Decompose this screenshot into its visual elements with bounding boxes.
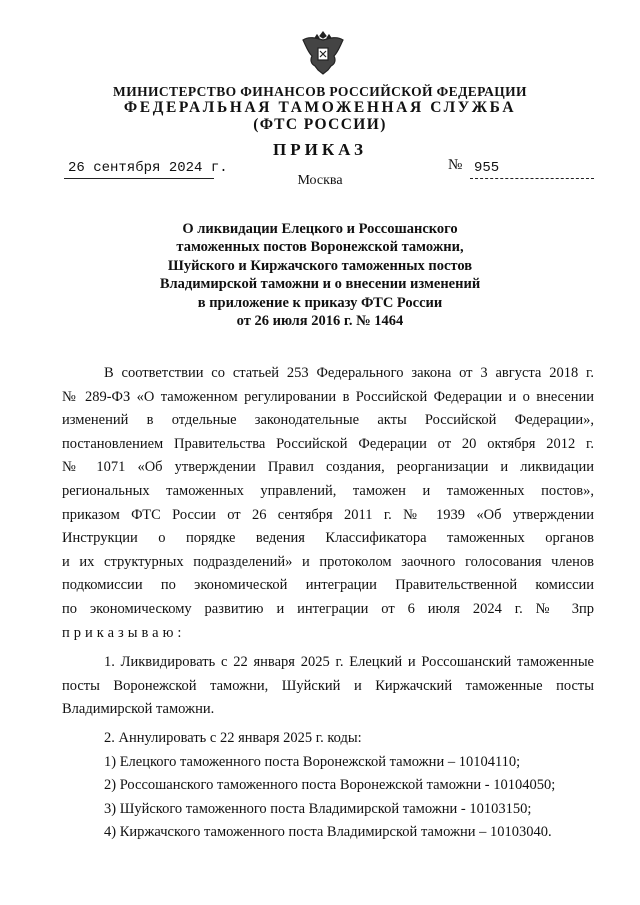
item-2-intro: 2. Аннулировать с 22 января 2025 г. коды: <box>104 729 362 746</box>
service-abbreviation: (ФТС РОССИИ) <box>253 116 387 133</box>
order-number-label: № <box>448 157 463 173</box>
code-item: 3) Шуйского таможенного поста Владимирской таможни - 10103150; <box>104 800 532 817</box>
code-item: 2) Россошанского таможенного поста Воронежской таможни - 10104050; <box>104 777 556 794</box>
preamble-line: и их структурных подразделений» и протоколом заочного голосования членов <box>62 553 594 570</box>
order-body <box>62 362 594 845</box>
preamble-line: изменений в отдельные законодательные акты Российской Федерации», <box>62 412 594 429</box>
item-1-line: 1. Ликвидировать с 22 января 2025 г. Елецкий и Россошанский таможенные <box>104 654 594 671</box>
preamble-line: приказом ФТС России от 26 сентября 2011 г. № 1939 «Об утверждении <box>62 506 594 523</box>
item-1-line: Владимирской таможни. <box>62 701 215 718</box>
title-line: Шуйского и Киржачского таможенных постов <box>167 257 473 274</box>
ministry-name: МИНИСТЕРСТВО ФИНАНСОВ РОССИЙСКОЙ ФЕДЕРАЦИИ <box>113 84 527 99</box>
title-line: в приложение к приказу ФТС России <box>197 294 443 311</box>
preamble-line: № 289-ФЗ «О таможенном регулировании в Российской Федерации и о внесении <box>62 388 594 405</box>
order-number: 955 <box>474 160 500 176</box>
title-line: О ликвидации Елецкого и Россошанского <box>182 221 458 237</box>
order-title <box>100 220 540 330</box>
order-date: 26 сентября 2024 г. <box>68 160 228 176</box>
preamble-line: В соответствии со статьей 253 Федерального закона от 3 августа 2018 г. <box>104 365 594 381</box>
item-1-line: посты Воронежской таможни, Шуйский и Киржачский таможенные посты <box>62 677 594 694</box>
preamble-line: постановлением Правительства Российской Федерации от 20 октября 2012 г. <box>62 435 594 452</box>
order-word: приказываю: <box>62 624 186 641</box>
title-line: таможенных постов Воронежской таможни, <box>176 239 464 256</box>
document-type: ПРИКАЗ <box>273 140 367 159</box>
service-name: ФЕДЕРАЛЬНАЯ ТАМОЖЕННАЯ СЛУЖБА <box>123 99 517 116</box>
preamble-line: Инструкции о порядке ведения Классификатора таможенных органов <box>62 530 594 547</box>
preamble-line: региональных таможенных управлений, таможен и таможенных постов», <box>62 482 594 499</box>
preamble-line: по экономическому развитию и интеграции от 6 июля 2024 г. № 3пр <box>62 600 594 617</box>
city: Москва <box>297 173 343 188</box>
title-line: от 26 июля 2016 г. № 1464 <box>236 313 404 330</box>
code-item: 4) Киржачского таможенного поста Владимирской таможни – 10103040. <box>104 824 552 841</box>
preamble-line: подкомиссии по экономической интеграции Правительственной комиссии <box>62 577 594 594</box>
code-item: 1) Елецкого таможенного поста Воронежской таможни – 10104110; <box>104 753 521 770</box>
preamble-line: № 1071 «Об утверждении Правил создания, реорганизации и ликвидации <box>62 459 594 476</box>
coat-of-arms-emblem <box>300 26 346 78</box>
title-line: Владимирской таможни и о внесении изменений <box>159 276 481 293</box>
